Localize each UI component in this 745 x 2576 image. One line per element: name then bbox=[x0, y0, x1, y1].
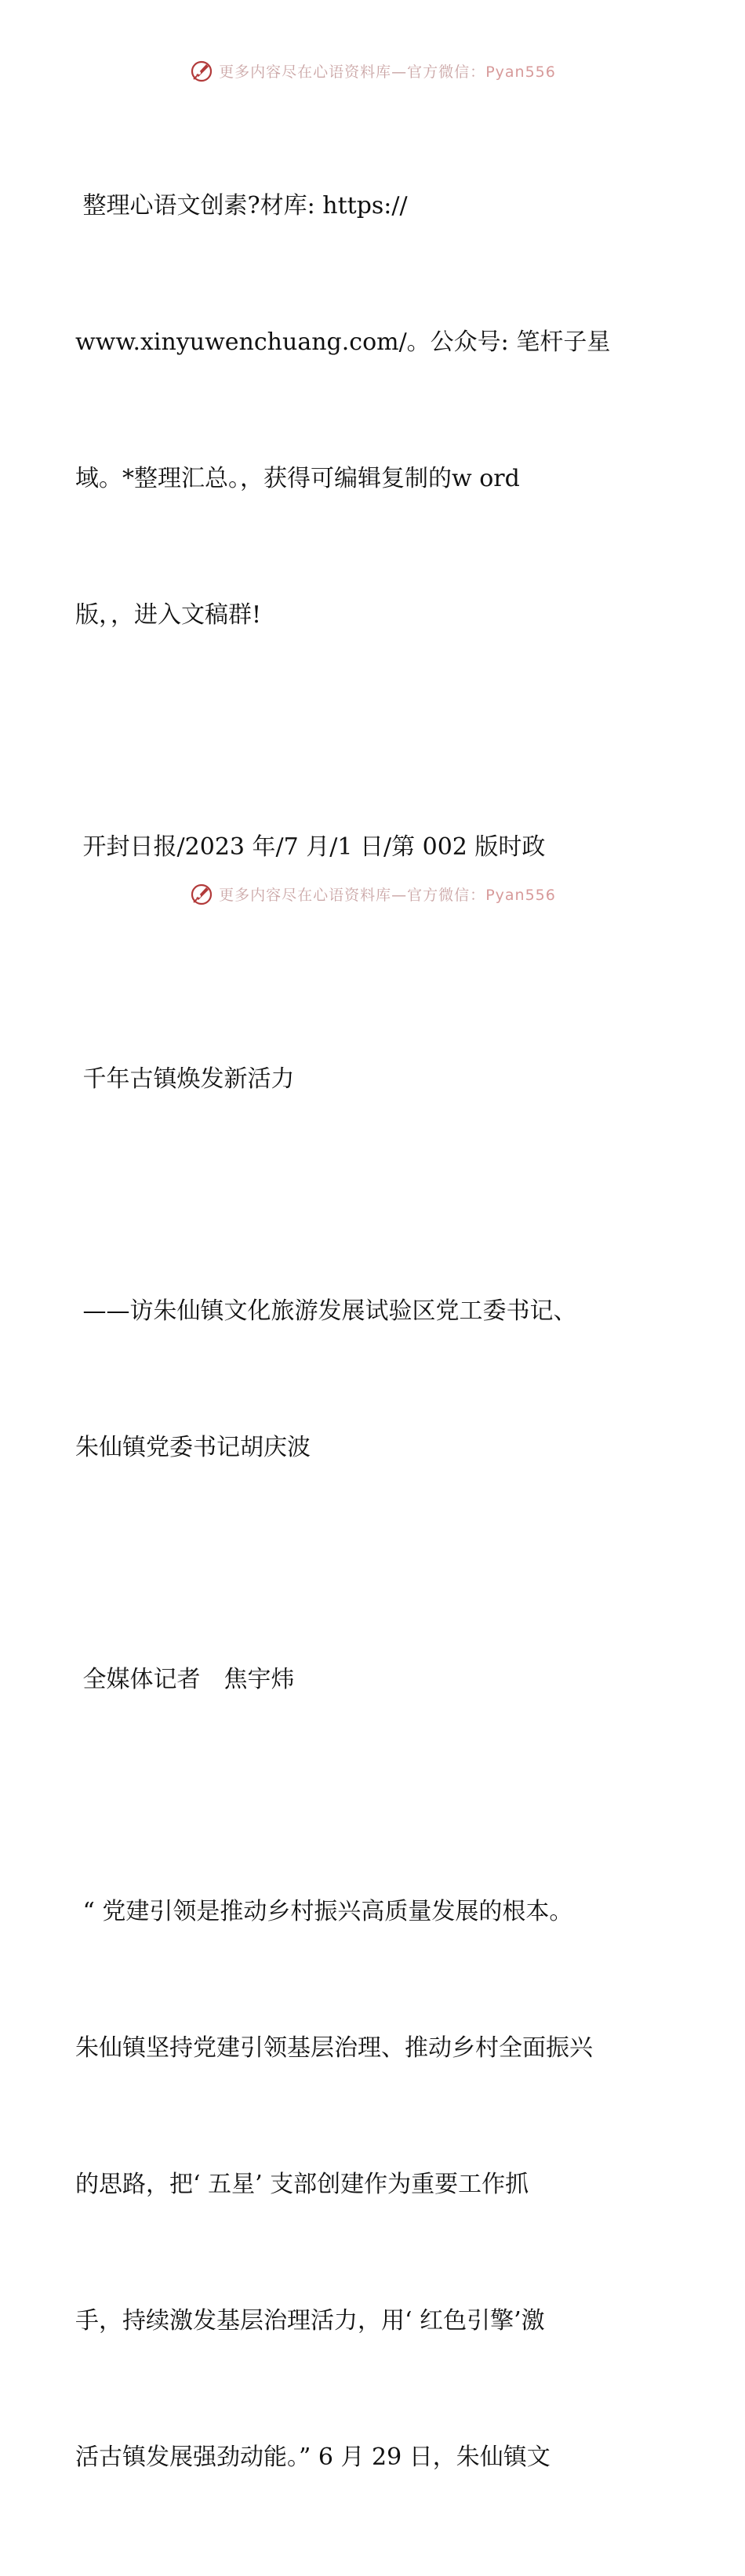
header-watermark-banner bbox=[0, 55, 745, 86]
byline bbox=[75, 1566, 671, 1794]
banner-wechat-id: Pyan556 bbox=[485, 886, 556, 904]
dateline-text: 开封日报/2023 年/7 月/1 日/第 002 版时政 bbox=[75, 833, 546, 861]
headline-text: 千年古镇焕发新活力 bbox=[75, 1065, 295, 1093]
footer-watermark-banner bbox=[0, 878, 745, 909]
promo-paragraph bbox=[75, 93, 671, 729]
quill-seal-icon bbox=[189, 58, 214, 83]
banner-main-text: 更多内容尽在心语资料库 bbox=[219, 886, 392, 904]
headline bbox=[75, 966, 671, 1193]
banner-official-label: 官方微信： bbox=[407, 63, 486, 81]
byline-text: 全媒体记者 焦宇炜 bbox=[75, 1666, 295, 1693]
body-line: 的思路，把‘ 五星’ 支部创建作为重要工作抓 bbox=[75, 2171, 529, 2198]
body-line: 活古镇发展强劲动能。” 6 月 29 日，朱仙镇文 bbox=[75, 2444, 551, 2471]
body-line: 手，持续激发基层治理活力，用‘ 红色引擎’激 bbox=[75, 2307, 545, 2335]
banner-dash: — bbox=[391, 886, 408, 904]
banner-dash: — bbox=[391, 63, 408, 81]
quill-seal-icon bbox=[189, 881, 214, 906]
banner-group bbox=[189, 58, 556, 83]
dateline bbox=[75, 734, 671, 961]
promo-line: www.xinyuwenchuang.com/。公众号: 笔杆子星 bbox=[75, 328, 611, 356]
subheadline-line: ——访朱仙镇文化旅游发展试验区党工委书记、 bbox=[75, 1297, 577, 1325]
subheadline bbox=[75, 1198, 671, 1562]
promo-line: 版，，进入文稿群! bbox=[75, 601, 262, 629]
body-line: “ 党建引领是推动乡村振兴高质量发展的根本。 bbox=[75, 1898, 573, 1925]
banner-text bbox=[219, 883, 556, 905]
body-paragraph bbox=[75, 1798, 671, 2571]
promo-line: 整理心语文创素?材库: https:// bbox=[75, 192, 408, 220]
banner-wechat-id: Pyan556 bbox=[485, 63, 556, 81]
banner-text bbox=[219, 60, 556, 82]
document-body bbox=[75, 93, 671, 2576]
subheadline-line: 朱仙镇党委书记胡庆波 bbox=[75, 1434, 311, 1461]
promo-line: 域。*整理汇总。，获得可编辑复制的w ord bbox=[75, 465, 520, 492]
body-line: 朱仙镇坚持党建引领基层治理、推动乡村全面振兴 bbox=[75, 2034, 593, 2062]
banner-main-text: 更多内容尽在心语资料库 bbox=[219, 63, 392, 81]
banner-group bbox=[189, 881, 556, 906]
banner-official-label: 官方微信： bbox=[407, 886, 486, 904]
